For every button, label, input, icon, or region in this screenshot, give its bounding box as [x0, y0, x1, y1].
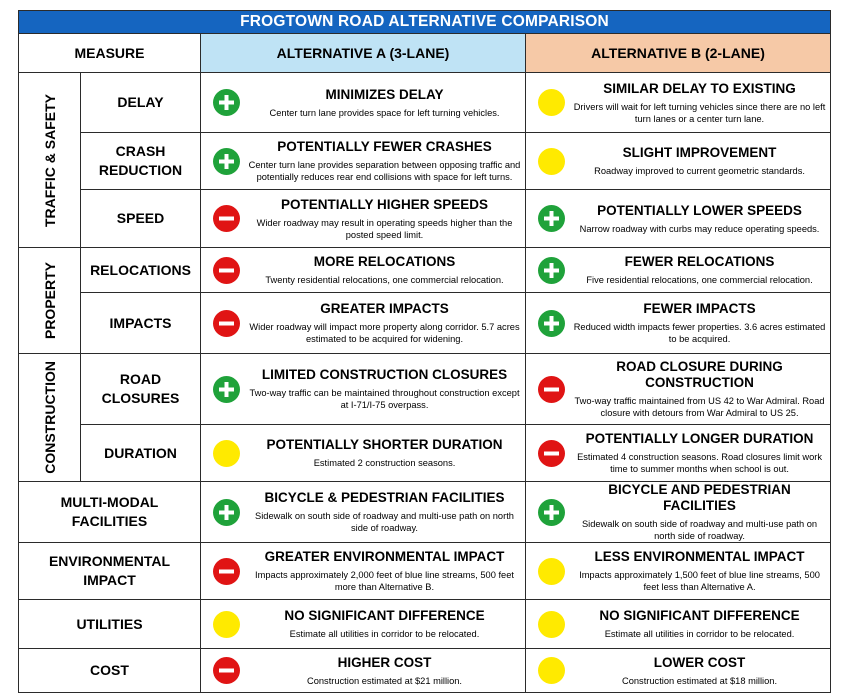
cell-heading: MINIMIZES DELAY [325, 86, 444, 102]
neutral-circle-icon [538, 558, 565, 585]
cell-heading: ROAD CLOSURE DURING CONSTRUCTION [616, 359, 783, 390]
row-cost [19, 649, 831, 693]
measure-label: CRASH REDUCTION [81, 133, 201, 190]
cell-description: Wider roadway may result in operating speeds higher than the posted speed limit. [256, 217, 513, 240]
measure-label: COST [19, 649, 201, 693]
alt-b-cell [526, 600, 831, 649]
cell-description: Five residential relocations, one commercial relocation. [586, 275, 813, 285]
cell-description: Construction estimated at $18 million. [622, 675, 778, 686]
row-duration [19, 425, 831, 482]
minus-icon [213, 205, 240, 232]
alt-a-cell [201, 133, 526, 190]
alt-b-cell [526, 482, 831, 543]
cell-heading: FEWER IMPACTS [643, 301, 756, 316]
alt-a-cell [201, 425, 526, 482]
neutral-circle-icon [538, 89, 565, 116]
cell-description: Center turn lane provides space for left turning vehicles. [269, 107, 500, 118]
minus-icon [213, 558, 240, 585]
alt-a-cell [201, 543, 526, 600]
cell-description: Narrow roadway with curbs may reduce operating speeds. [579, 223, 820, 234]
alt-b-cell [526, 543, 831, 600]
alt-b-cell [526, 649, 831, 693]
row-speed [19, 190, 831, 248]
comparison-table-wrapper [18, 10, 830, 693]
category-property: PROPERTY [19, 248, 81, 354]
row-delay [19, 73, 831, 133]
plus-icon [213, 499, 240, 526]
alt-b-cell [526, 73, 831, 133]
alt-a-cell [201, 73, 526, 133]
minus-icon [213, 657, 240, 684]
cell-heading: NO SIGNIFICANT DIFFERENCE [284, 608, 485, 623]
cell-heading: FEWER RELOCATIONS [624, 254, 775, 269]
cell-heading: POTENTIALLY SHORTER DURATION [266, 437, 503, 452]
cell-description: Estimated 4 construction seasons. Road closures limit work time to summer months when school is out. [577, 452, 822, 474]
alt-b-cell [526, 133, 831, 190]
alt-a-cell [201, 600, 526, 649]
cell-heading: POTENTIALLY LONGER DURATION [585, 431, 814, 446]
row-road-closures [19, 354, 831, 425]
cell-heading: NO SIGNIFICANT DIFFERENCE [599, 608, 800, 623]
cell-description: Estimate all utilities in corridor to be relocated. [604, 629, 795, 639]
row-multi-modal [19, 482, 831, 543]
cell-heading: SIMILAR DELAY TO EXISTING [603, 80, 796, 96]
cell-heading: MORE RELOCATIONS [313, 254, 456, 269]
measure-label: RELOCATIONS [81, 248, 201, 293]
measure-label: MULTI-MODAL FACILITIES [19, 482, 201, 543]
measure-label: DELAY [81, 73, 201, 133]
plus-icon [213, 148, 240, 175]
minus-icon [538, 376, 565, 403]
cell-description: Reduced width impacts fewer properties. 3.6 acres estimated to be acquired. [573, 322, 826, 344]
neutral-circle-icon [538, 657, 565, 684]
row-impacts [19, 293, 831, 354]
measure-label: IMPACTS [81, 293, 201, 354]
measure-label: ROAD CLOSURES [81, 354, 201, 425]
alternative-a-header: ALTERNATIVE A (3-LANE) [201, 34, 526, 73]
alt-a-cell [201, 248, 526, 293]
alt-a-cell [201, 482, 526, 543]
plus-icon [538, 257, 565, 284]
alt-a-cell [201, 293, 526, 354]
measure-label: UTILITIES [19, 600, 201, 649]
alt-a-cell [201, 190, 526, 248]
cell-description: Roadway improved to current geometric standards. [594, 166, 805, 176]
neutral-circle-icon [213, 611, 240, 638]
cell-description: Center turn lane provides separation between opposing traffic and potentially reduces rear end collisions with space for left turns. [248, 160, 521, 182]
cell-heading: BICYCLE AND PEDESTRIAN FACILITIES [608, 482, 791, 513]
minus-icon [213, 310, 240, 337]
cell-description: Impacts approximately 1,500 feet of blue line streams, 500 feet less than Alternative A. [579, 570, 820, 592]
alt-b-cell [526, 293, 831, 354]
cell-description: Wider roadway will impact more property along corridor. 5.7 acres estimated to be acquired for widening. [249, 322, 520, 344]
category-traffic-safety: TRAFFIC & SAFETY [19, 73, 81, 248]
alt-a-cell [201, 649, 526, 693]
cell-heading: BICYCLE & PEDESTRIAN FACILITIES [264, 490, 505, 505]
alt-b-cell [526, 190, 831, 248]
alt-b-cell [526, 354, 831, 425]
table-title: FROGTOWN ROAD ALTERNATIVE COMPARISON [19, 11, 831, 34]
cell-heading: LIMITED CONSTRUCTION CLOSURES [261, 367, 508, 382]
plus-icon [213, 376, 240, 403]
neutral-circle-icon [213, 440, 240, 467]
cell-description: Two-way traffic can be maintained throughout construction except at I-71/I-75 overpass. [249, 388, 520, 410]
cell-description: Two-way traffic maintained from US 42 to War Admiral. Road closure with detours from War Admiral to US 25. [574, 396, 825, 418]
row-utilities [19, 600, 831, 649]
row-crash-reduction [19, 133, 831, 190]
alternative-b-header: ALTERNATIVE B (2-LANE) [526, 34, 831, 73]
category-construction: CONSTRUCTION [19, 354, 81, 482]
cell-heading: POTENTIALLY LOWER SPEEDS [597, 202, 802, 218]
cell-description: Impacts approximately 2,000 feet of blue line streams, 500 feet more than Alternative B. [255, 570, 514, 592]
measure-label: DURATION [81, 425, 201, 482]
cell-description: Drivers will wait for left turning vehicles since there are no left turn lanes or a center turn lane. [573, 101, 826, 124]
cell-description: Estimate all utilities in corridor to be relocated. [289, 629, 480, 639]
comparison-table [18, 10, 831, 693]
neutral-circle-icon [538, 611, 565, 638]
cell-heading: GREATER ENVIRONMENTAL IMPACT [264, 549, 505, 564]
cell-heading: POTENTIALLY HIGHER SPEEDS [280, 196, 489, 212]
alt-b-cell [526, 248, 831, 293]
minus-icon [213, 257, 240, 284]
row-relocations [19, 248, 831, 293]
plus-icon [538, 205, 565, 232]
measure-label: ENVIRONMENTAL IMPACT [19, 543, 201, 600]
plus-icon [538, 499, 565, 526]
measure-header: MEASURE [19, 34, 201, 73]
cell-description: Construction estimated at $21 million. [306, 675, 463, 686]
cell-description: Twenty residential relocations, one commercial relocation. [265, 275, 504, 285]
cell-heading: HIGHER COST [337, 654, 432, 670]
cell-heading: GREATER IMPACTS [320, 301, 449, 316]
measure-label: SPEED [81, 190, 201, 248]
cell-heading: LESS ENVIRONMENTAL IMPACT [594, 549, 805, 564]
plus-icon [213, 89, 240, 116]
cell-description: Sidewalk on south side of roadway and multi-use path on north side of roadway. [581, 519, 818, 541]
cell-heading: SLIGHT IMPROVEMENT [622, 145, 777, 160]
alt-b-cell [526, 425, 831, 482]
row-environmental [19, 543, 831, 600]
neutral-circle-icon [538, 148, 565, 175]
cell-heading: LOWER COST [653, 654, 746, 670]
cell-description: Estimated 2 construction seasons. [313, 458, 456, 468]
plus-icon [538, 310, 565, 337]
minus-icon [538, 440, 565, 467]
cell-description: Sidewalk on south side of roadway and multi-use path on north side of roadway. [255, 511, 514, 533]
cell-heading: POTENTIALLY FEWER CRASHES [277, 139, 492, 154]
alt-a-cell [201, 354, 526, 425]
